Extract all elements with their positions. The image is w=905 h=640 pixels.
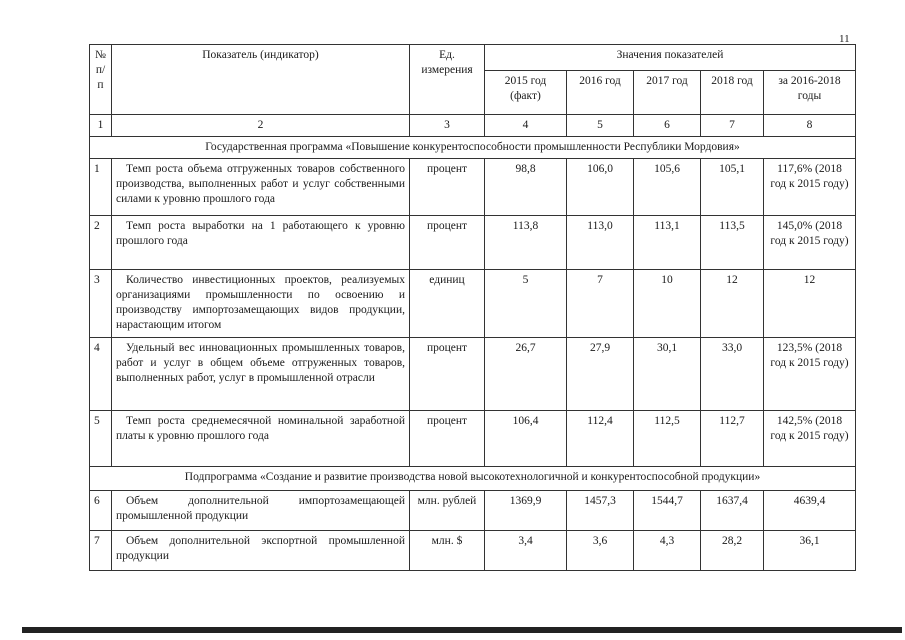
header-num: № п/п xyxy=(90,45,112,115)
row-value-2017: 4,3 xyxy=(634,531,701,571)
table-row xyxy=(90,270,856,338)
row-value-total: 123,5% (2018 год к 2015 году) xyxy=(764,338,856,411)
row-value-2015: 98,8 xyxy=(485,159,567,216)
header-year-2017: 2017 год xyxy=(634,71,701,115)
row-value-2017: 112,5 xyxy=(634,411,701,467)
table-row xyxy=(90,531,856,571)
section-title-program: Государственная программа «Повышение конкурентоспособности промышленности Республики Мордовия» xyxy=(90,137,856,159)
row-value-2018: 12 xyxy=(701,270,764,338)
row-number: 2 xyxy=(90,216,112,270)
row-value-2018: 113,5 xyxy=(701,216,764,270)
row-indicator: Темп роста среднемесячной номинальной заработной платы к уровню прошлого года xyxy=(112,411,410,467)
row-value-2018: 105,1 xyxy=(701,159,764,216)
indicators-table xyxy=(89,44,856,571)
row-unit: единиц xyxy=(410,270,485,338)
column-number: 7 xyxy=(701,115,764,137)
row-value-2018: 33,0 xyxy=(701,338,764,411)
header-year-2016: 2016 год xyxy=(567,71,634,115)
column-number: 3 xyxy=(410,115,485,137)
row-value-2016: 113,0 xyxy=(567,216,634,270)
row-number: 1 xyxy=(90,159,112,216)
row-value-2015: 1369,9 xyxy=(485,491,567,531)
section-row xyxy=(90,467,856,491)
row-unit: процент xyxy=(410,411,485,467)
header-values-group: Значения показателей xyxy=(485,45,856,71)
row-value-2016: 7 xyxy=(567,270,634,338)
table-row xyxy=(90,216,856,270)
header-row xyxy=(90,45,856,71)
row-number: 5 xyxy=(90,411,112,467)
row-value-2017: 113,1 xyxy=(634,216,701,270)
header-unit: Ед. измерения xyxy=(410,45,485,115)
row-unit: млн. $ xyxy=(410,531,485,571)
table-row xyxy=(90,491,856,531)
row-indicator: Объем дополнительной экспортной промышленной продукции xyxy=(112,531,410,571)
row-indicator: Удельный вес инновационных промышленных товаров, работ и услуг в общем объеме отгруженных товаров, выполненных работ, услуг в промышленной отрасли xyxy=(112,338,410,411)
row-value-2015: 5 xyxy=(485,270,567,338)
row-indicator: Объем дополнительной импортозамещающей промышленной продукции xyxy=(112,491,410,531)
column-number: 2 xyxy=(112,115,410,137)
row-value-2016: 1457,3 xyxy=(567,491,634,531)
row-value-2017: 105,6 xyxy=(634,159,701,216)
table-row xyxy=(90,338,856,411)
row-value-2015: 26,7 xyxy=(485,338,567,411)
row-value-2015: 3,4 xyxy=(485,531,567,571)
row-value-total: 36,1 xyxy=(764,531,856,571)
section-row xyxy=(90,137,856,159)
table-row xyxy=(90,411,856,467)
row-value-total: 142,5% (2018 год к 2015 году) xyxy=(764,411,856,467)
column-number: 1 xyxy=(90,115,112,137)
row-value-2015: 113,8 xyxy=(485,216,567,270)
row-indicator: Темп роста объема отгруженных товаров собственного производства, выполненных работ и услуг собственными силами к уровню прошлого года xyxy=(112,159,410,216)
header-year-2018: 2018 год xyxy=(701,71,764,115)
column-number: 6 xyxy=(634,115,701,137)
header-year-total: за 2016-2018 годы xyxy=(764,71,856,115)
row-value-total: 4639,4 xyxy=(764,491,856,531)
row-value-2018: 112,7 xyxy=(701,411,764,467)
table-row xyxy=(90,159,856,216)
row-value-2018: 1637,4 xyxy=(701,491,764,531)
row-value-2016: 27,9 xyxy=(567,338,634,411)
row-value-2018: 28,2 xyxy=(701,531,764,571)
scan-bottom-edge xyxy=(22,627,902,633)
row-value-total: 117,6% (2018 год к 2015 году) xyxy=(764,159,856,216)
row-value-2016: 106,0 xyxy=(567,159,634,216)
row-value-total: 12 xyxy=(764,270,856,338)
column-numbers-row xyxy=(90,115,856,137)
row-value-2016: 112,4 xyxy=(567,411,634,467)
row-unit: млн. рублей xyxy=(410,491,485,531)
row-unit: процент xyxy=(410,159,485,216)
row-value-2016: 3,6 xyxy=(567,531,634,571)
row-number: 7 xyxy=(90,531,112,571)
row-value-2015: 106,4 xyxy=(485,411,567,467)
row-indicator: Количество инвестиционных проектов, реализуемых организациями промышленности по освоению и производству импортозамещающих видов продукции, нарастающим итогом xyxy=(112,270,410,338)
row-value-2017: 1544,7 xyxy=(634,491,701,531)
row-value-total: 145,0% (2018 год к 2015 году) xyxy=(764,216,856,270)
row-value-2017: 30,1 xyxy=(634,338,701,411)
header-year-2015: 2015 год (факт) xyxy=(485,71,567,115)
column-number: 4 xyxy=(485,115,567,137)
row-unit: процент xyxy=(410,216,485,270)
column-number: 5 xyxy=(567,115,634,137)
page-number: 11 xyxy=(839,33,850,45)
row-indicator: Темп роста выработки на 1 работающего к уровню прошлого года xyxy=(112,216,410,270)
column-number: 8 xyxy=(764,115,856,137)
row-number: 4 xyxy=(90,338,112,411)
row-unit: процент xyxy=(410,338,485,411)
row-value-2017: 10 xyxy=(634,270,701,338)
row-number: 6 xyxy=(90,491,112,531)
section-title-subprogram: Подпрограмма «Создание и развитие производства новой высокотехнологичной и конкурентоспособной продукции» xyxy=(90,467,856,491)
row-number: 3 xyxy=(90,270,112,338)
header-indicator: Показатель (индикатор) xyxy=(112,45,410,115)
